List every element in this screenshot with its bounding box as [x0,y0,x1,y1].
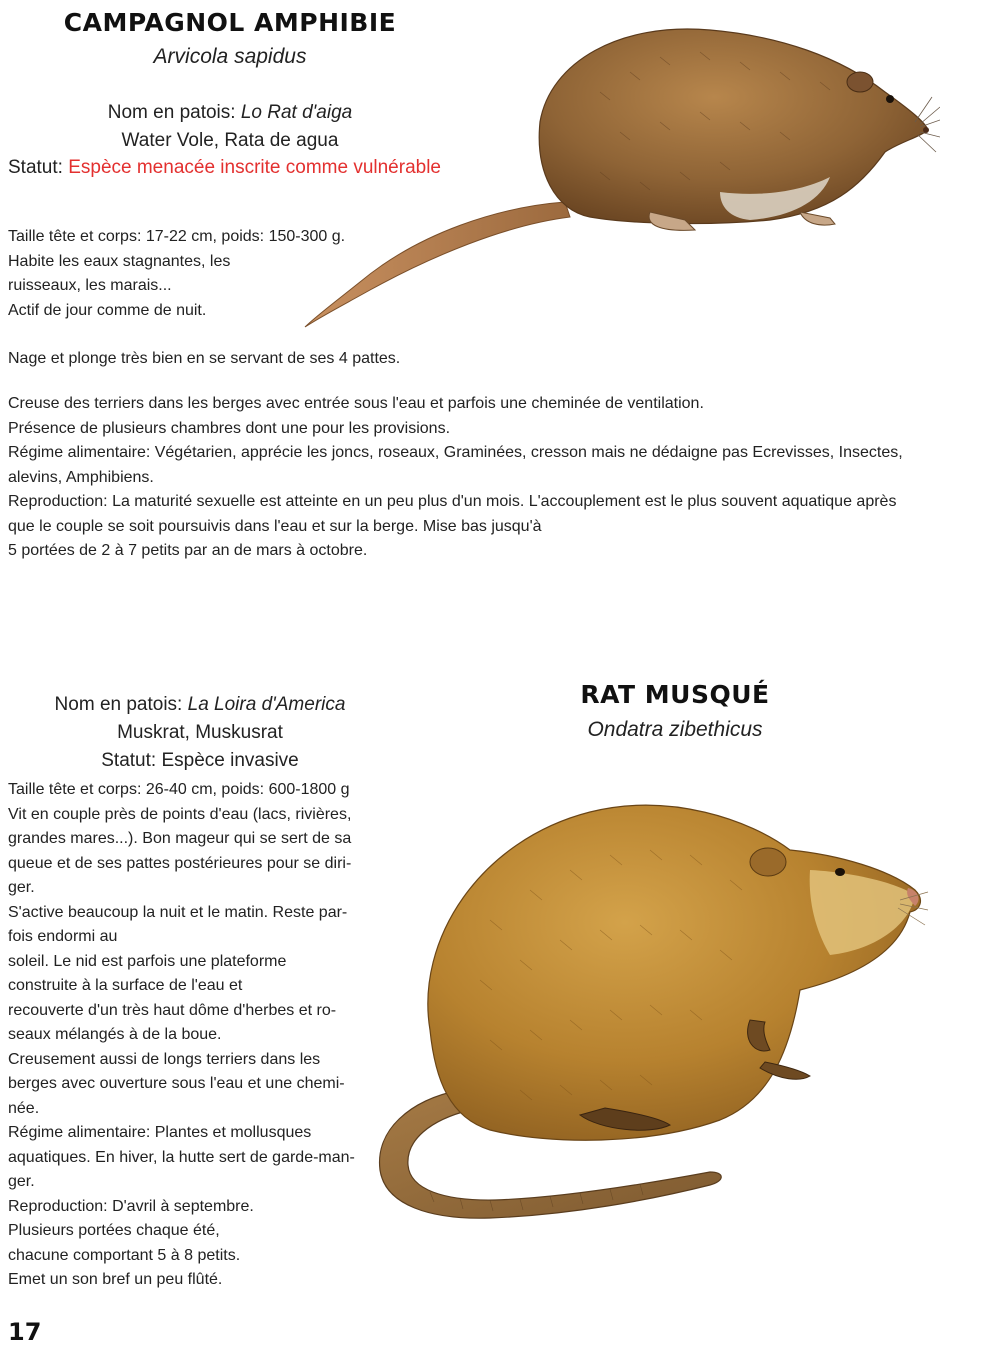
muskrat-eye [835,868,845,876]
muskrat-ear [750,848,786,876]
vole-paragraph-line: que le couple se soit poursuivis dans l'eau et sur la berge. Mise bas jusqu'à [8,517,542,535]
vole-patois-label: Nom en patois: [107,102,241,123]
muskrat-line: aquatiques. En hiver, la hutte sert de garde-man- [8,1148,355,1166]
muskrat-description [8,778,378,1293]
vole-intro-line: Actif de jour comme de nuit. [8,301,207,319]
vole-common-names: Water Vole, Rata de agua [121,130,339,151]
vole-paragraph-line: Reproduction: La maturité sexuelle est atteinte en un peu plus d'un mois. L'accouplement est le plus souvent aquatique après [8,493,897,510]
muskrat-line: ger. [8,879,35,896]
vole-eye [886,95,894,103]
muskrat-line: fois endormi au [8,928,118,945]
muskrat-title: RAT MUSQUÉ [580,680,770,709]
muskrat-patois-line [20,694,380,716]
muskrat-line: Taille tête et corps: 26-40 cm, poids: 600-1800 g [8,781,350,798]
muskrat-line: seaux mélangés à de la boue. [8,1026,222,1043]
muskrat-common-names: Muskrat, Muskusrat [117,722,283,743]
muskrat-line: Régime alimentaire: Plantes et mollusques [8,1124,312,1141]
vole-tail [305,202,570,327]
muskrat-illustration [370,800,930,1240]
muskrat-line: queue et de ses pattes postérieures pour se diri- [8,854,352,872]
vole-title: CAMPAGNOL AMPHIBIE [63,8,397,37]
page-number: 17 [8,1318,42,1346]
vole-intro-line: Habite les eaux stagnantes, les [8,252,231,270]
muskrat-line: berges avec ouverture sous l'eau et une chemi- [8,1075,345,1092]
vole-paragraph-line: Présence de plusieurs chambres dont une pour les provisions. [8,419,451,437]
vole-ear [847,72,873,92]
vole-status-value: Espèce menacée inscrite comme vulnérable [68,157,441,178]
vole-paragraph [8,392,978,564]
vole-front-foot [800,212,835,225]
muskrat-line: S'active beaucoup la nuit et le matin. Reste par- [8,903,348,921]
muskrat-latin-name: Ondatra zibethicus [587,718,763,741]
muskrat-line: née. [8,1099,40,1117]
vole-latin-name: Arvicola sapidus [153,45,307,68]
muskrat-body [428,805,921,1140]
vole-paragraph-line: 5 portées de 2 à 7 petits par an de mars à octobre. [8,542,368,559]
muskrat-line: grandes mares...). Bon mageur qui se sert de sa [8,830,352,847]
vole-paragraph-line: Régime alimentaire: Végétarien, apprécie les joncs, roseaux, Graminées, cresson mais ne dédaigne pas Ecrevisses, Insectes, [8,444,903,461]
vole-paragraph-line: alevins, Amphibiens. [8,468,154,486]
vole-status-label: Statut: [8,157,69,178]
muskrat-line: chacune comportant 5 à 8 petits. [8,1246,241,1264]
vole-intro-line: Taille tête et corps: 17-22 cm, poids: 150-300 g. [8,228,346,245]
muskrat-line: construite à la surface de l'eau et [8,977,243,994]
vole-swim-text: Nage et plonge très bien en se servant de ses 4 pattes. [8,350,401,367]
muskrat-line: Reproduction: D'avril à septembre. [8,1197,254,1215]
vole-intro-line: ruisseaux, les marais... [8,277,172,294]
muskrat-line: Emet un son bref un peu flûté. [8,1271,223,1288]
vole-patois-name: Lo Rat d'aiga [240,102,353,123]
muskrat-line: ger. [8,1173,35,1190]
muskrat-patois-label: Nom en patois: [54,694,188,715]
muskrat-line: Creusement aussi de longs terriers dans les [8,1050,321,1068]
muskrat-line: Plusieurs portées chaque été, [8,1222,220,1239]
water-vole-illustration [300,12,940,337]
muskrat-line: soleil. Le nid est parfois une plateforme [8,952,287,970]
muskrat-status: Statut: Espèce invasive [101,750,299,771]
muskrat-patois-name: La Loira d'America [187,694,346,715]
muskrat-line: recouverte d'un très haut dôme d'herbes et ro- [8,1001,337,1019]
muskrat-line: Vit en couple près de points d'eau (lacs, rivières, [8,805,352,823]
vole-paragraph-line: Creuse des terriers dans les berges avec entrée sous l'eau et parfois une cheminée de ventilation. [8,395,704,412]
